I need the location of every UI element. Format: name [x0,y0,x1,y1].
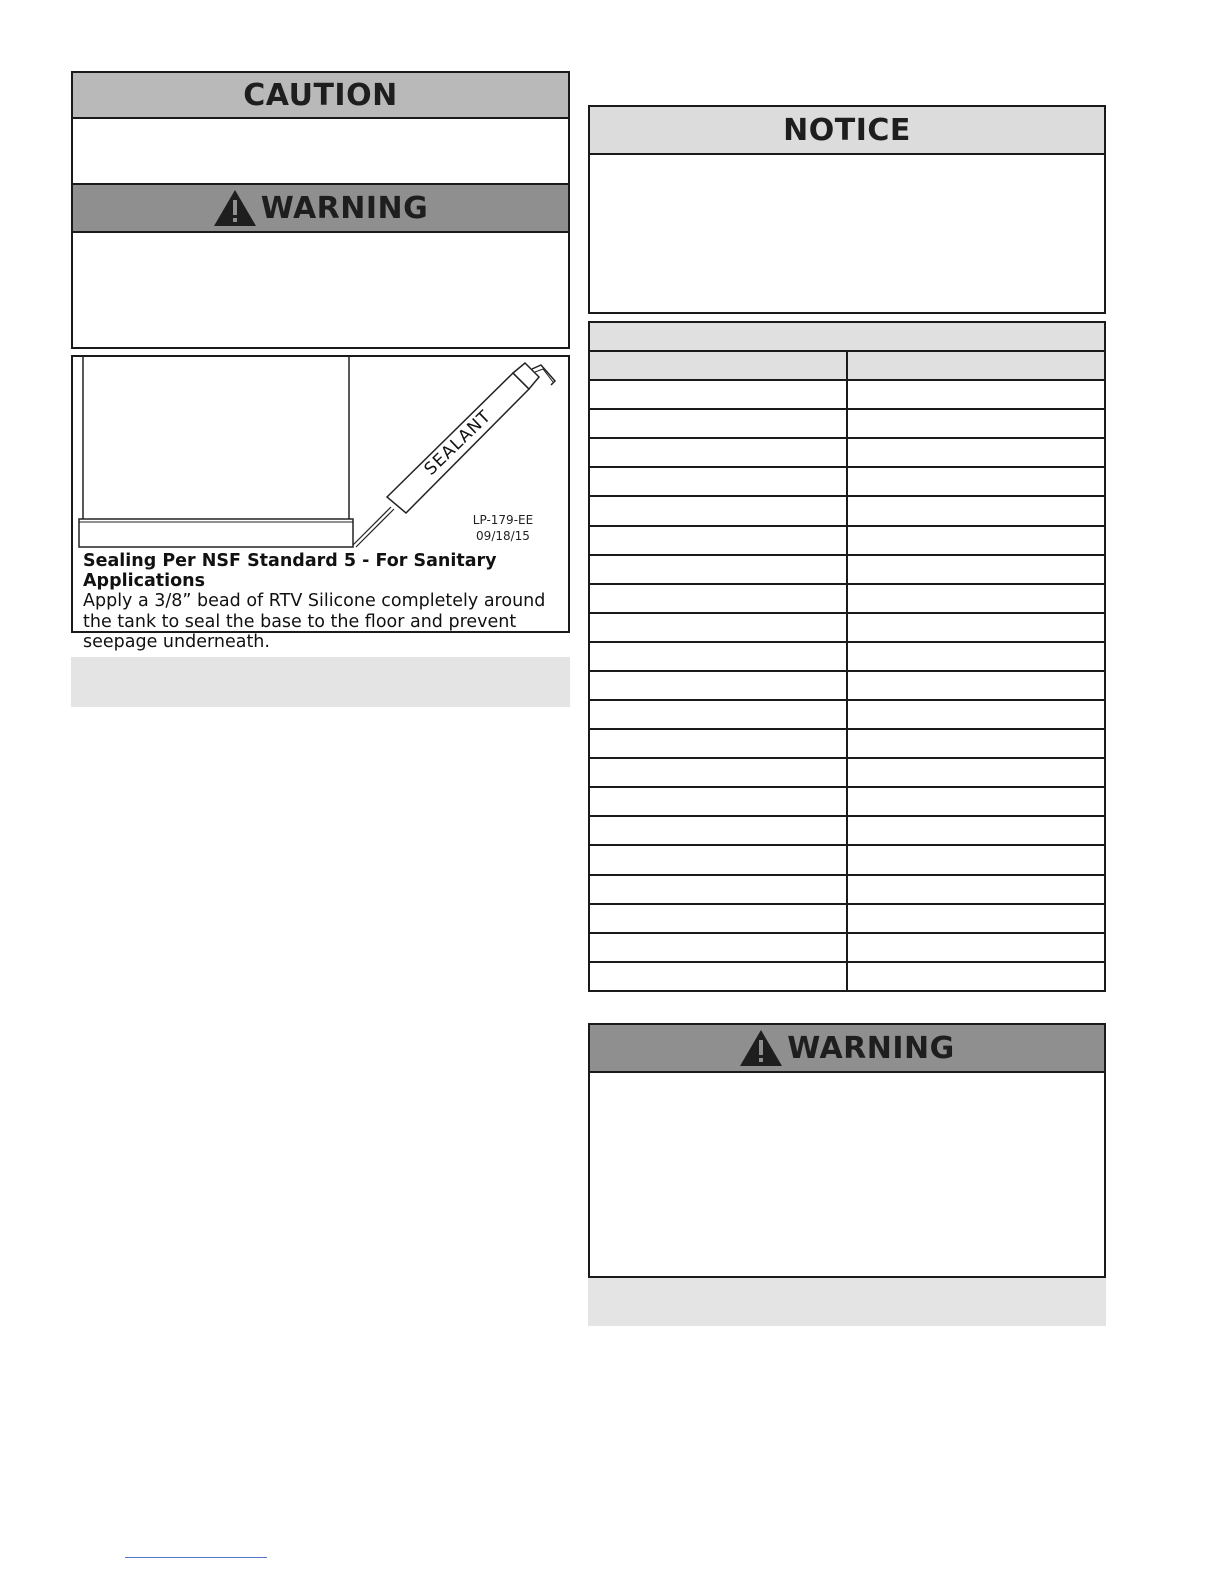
table-cell [589,729,847,758]
table-cell [589,584,847,613]
table-cell [589,845,847,874]
table-cell [847,700,1105,729]
table-cell [847,962,1105,991]
table-cell [589,526,847,555]
caution-header [73,73,568,119]
caption-line-3: seepage underneath. [83,632,270,652]
table-row [589,584,1105,613]
table-cell [847,496,1105,525]
data-table [588,321,1106,992]
table-row [589,409,1105,438]
table-header-cell-2 [847,351,1105,380]
warning-title-top: WARNING [260,190,429,226]
table-cell [589,380,847,409]
table-row [589,845,1105,874]
table-cell [847,787,1105,816]
table-row [589,671,1105,700]
table-title-row [589,322,1105,351]
table-cell [847,467,1105,496]
figure-caption [83,551,568,653]
table-cell [589,467,847,496]
caption-title: Sealing Per NSF Standard 5 - For Sanitary Applications [83,551,497,591]
table-cell [847,613,1105,642]
table-row [589,787,1105,816]
figure-id-date: 09/18/15 [476,529,530,543]
table-cell [589,409,847,438]
table-cell [847,409,1105,438]
sealing-figure [71,355,570,652]
table-row [589,758,1105,787]
table-cell [847,438,1105,467]
warning-header-bottom [590,1025,1104,1073]
table-cell [847,845,1105,874]
table-cell [847,933,1105,962]
warning-box-bottom [588,1023,1106,1278]
table-cell [847,526,1105,555]
table-cell [847,875,1105,904]
warning-triangle-icon [213,189,257,227]
caution-title: CAUTION [243,77,398,113]
table-row [589,642,1105,671]
caution-box [71,71,570,185]
table-row [589,496,1105,525]
table-cell [847,642,1105,671]
table-cell [589,671,847,700]
table-cell [847,904,1105,933]
table-title-cell [589,322,1105,351]
footer-link-underline [125,1557,267,1558]
table-cell [589,700,847,729]
caption-line-1: Apply a 3/8” bead of RTV Silicone completely around [83,591,546,611]
table-cell [589,555,847,584]
table-row [589,962,1105,991]
table-row [589,904,1105,933]
table-cell [847,758,1105,787]
table-cell [589,613,847,642]
table-cell [589,962,847,991]
table-cell [589,758,847,787]
table-row [589,380,1105,409]
caption-line-2: the tank to seal the base to the floor and prevent [83,611,517,632]
table-row [589,526,1105,555]
figure-id [463,512,543,544]
sealant-label: SEALANT [420,406,496,480]
left-shaded-bar [71,657,570,707]
table-cell [589,642,847,671]
table-row [589,875,1105,904]
notice-header [590,107,1104,155]
table-row [589,467,1105,496]
table-row [589,555,1105,584]
table-cell [847,671,1105,700]
table-row [589,729,1105,758]
right-shaded-bar [588,1278,1106,1326]
table-row [589,933,1105,962]
warning-box-top [71,183,570,349]
warning-header-top [73,185,568,233]
data-table-grid [588,321,1106,992]
warning-triangle-icon [739,1029,783,1067]
table-cell [847,729,1105,758]
table-cell [847,380,1105,409]
table-cell [589,496,847,525]
table-cell [589,904,847,933]
table-cell [847,555,1105,584]
table-cell [847,584,1105,613]
table-row [589,816,1105,845]
table-row [589,613,1105,642]
table-row [589,700,1105,729]
warning-title-bottom: WARNING [787,1030,955,1066]
notice-box [588,105,1106,314]
figure-id-code: LP-179-EE [472,513,534,527]
table-cell [847,816,1105,845]
table-cell [589,816,847,845]
table-cell [589,787,847,816]
table-header-row [589,351,1105,380]
table-cell [589,438,847,467]
table-cell [589,875,847,904]
table-header-cell-1 [589,351,847,380]
table-cell [589,933,847,962]
notice-title: NOTICE [783,112,911,148]
table-row [589,438,1105,467]
